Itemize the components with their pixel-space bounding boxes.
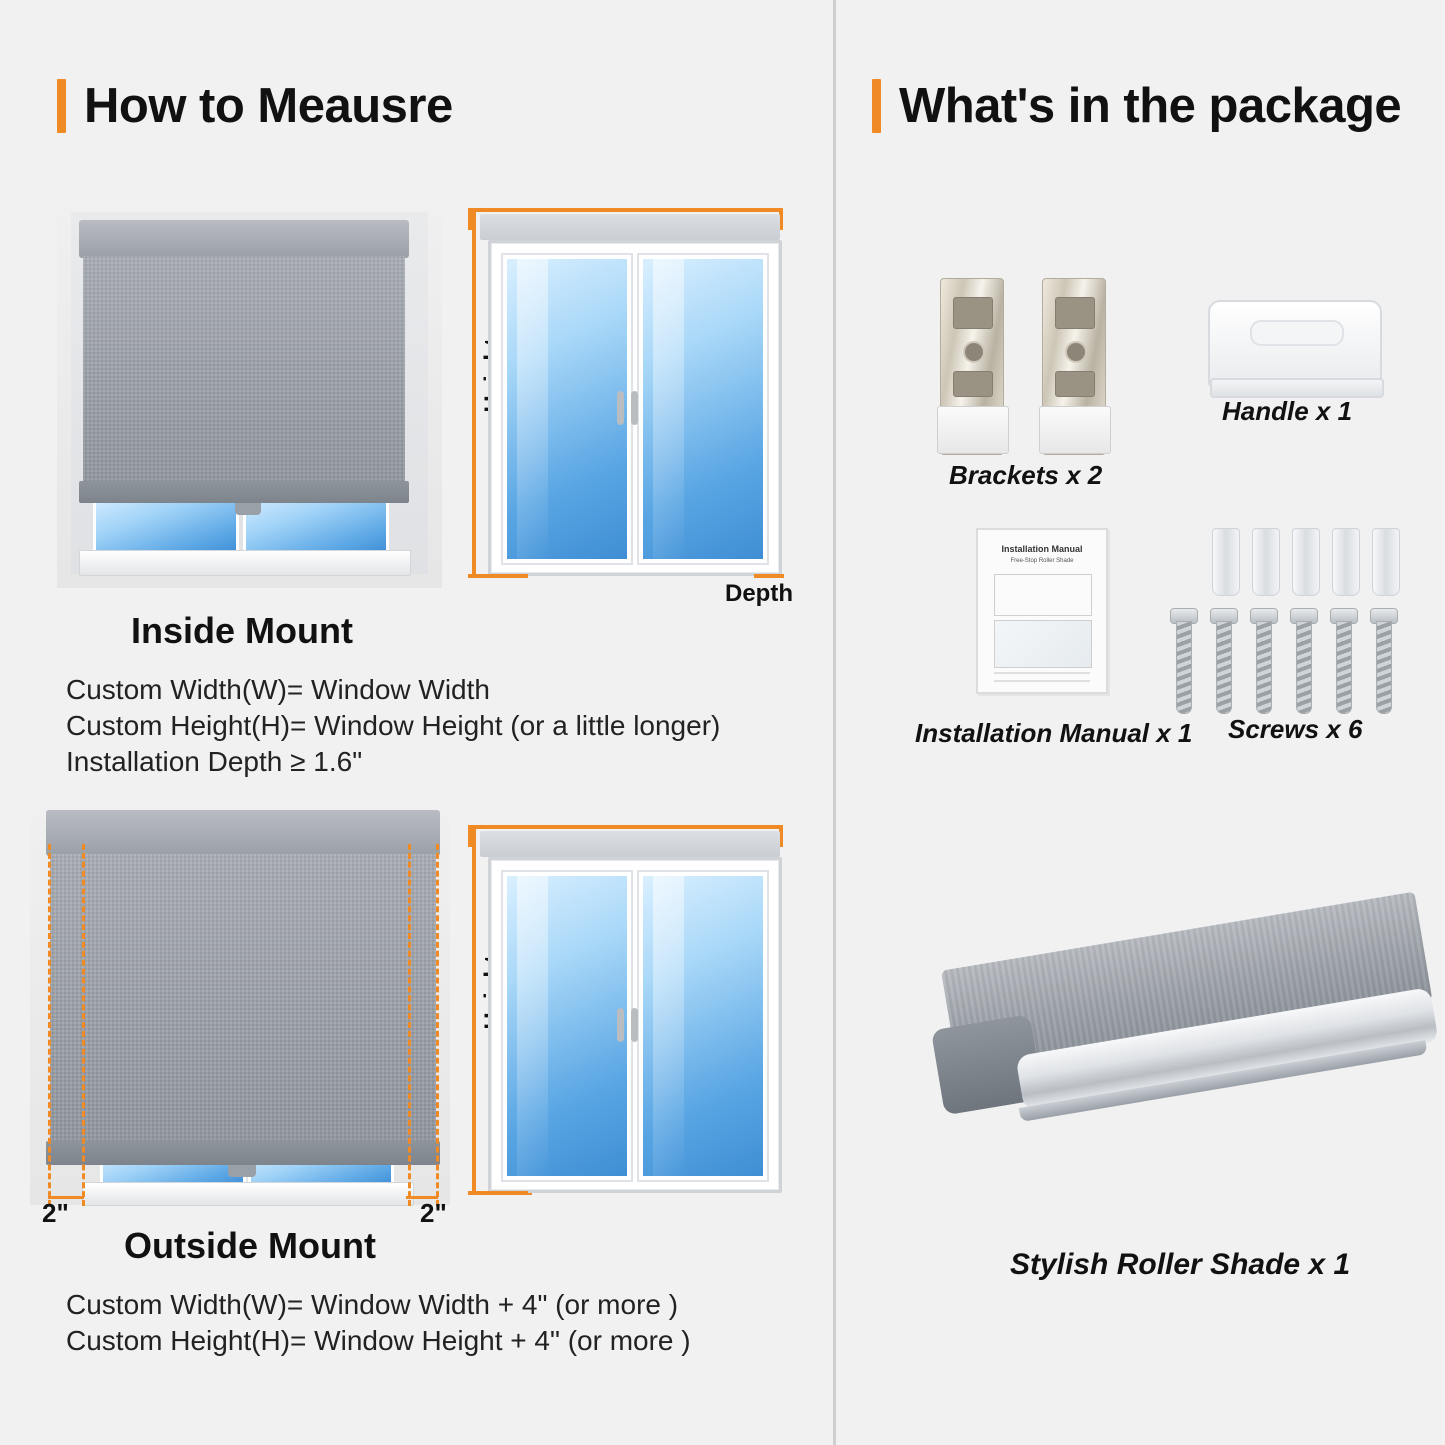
window-pane-left (503, 255, 631, 563)
bracket-base-b (1039, 406, 1111, 454)
wall-anchor-1 (1212, 528, 1240, 596)
window-glass-left (93, 498, 239, 556)
roller-shade-label: Stylish Roller Shade x 1 (1010, 1248, 1351, 1281)
handle-foot (1210, 378, 1384, 398)
outside-mount-shade-illustration (30, 800, 450, 1205)
left-margin-label: 2" (42, 1198, 69, 1228)
width-measure-line (468, 208, 783, 212)
outside-spec-2: Custom Height(H)= Window Height + 4" (or more ) (66, 1325, 691, 1356)
bracket-item-2 (1042, 278, 1106, 455)
shade-valance-2 (46, 810, 440, 856)
bracket-slot-2 (953, 371, 993, 397)
wall-anchor-5 (1332, 528, 1360, 596)
inside-spec-1: Custom Width(W)= Window Width (66, 674, 490, 705)
inside-mount-caption: Inside Mount (131, 610, 353, 651)
wall-anchor-2 (1252, 528, 1280, 596)
bracket-item-1 (940, 278, 1004, 455)
left-panel-heading (57, 78, 453, 134)
depth-measure-line (754, 574, 784, 578)
screw-5 (1374, 608, 1392, 712)
window-glass-right (243, 498, 389, 556)
manual-figure-box-2 (994, 620, 1092, 668)
accent-bar-2 (872, 79, 881, 133)
bracket-base (937, 406, 1009, 454)
window-handle-left-2 (617, 1008, 624, 1042)
right-frame-dash (408, 844, 411, 1206)
shade-fabric (83, 256, 405, 484)
window-pane-left-2 (503, 872, 631, 1180)
screw-1 (1214, 608, 1232, 712)
manual-label: Installation Manual x 1 (915, 718, 1193, 748)
bracket-hole-b (1065, 341, 1087, 363)
window-header-board (480, 214, 780, 240)
screws-label: Screws x 6 (1228, 714, 1363, 744)
panel-divider (833, 0, 836, 1445)
screw-shaft (1256, 621, 1272, 714)
wall-anchor-4 (1292, 528, 1320, 596)
screw-4 (1334, 608, 1352, 712)
wall-anchor-6 (1372, 528, 1400, 596)
outside-mount-caption: Outside Mount (124, 1225, 376, 1266)
accent-bar (57, 79, 66, 133)
inside-spec-2: Custom Height(H)= Window Height (or a little longer) (66, 710, 721, 741)
bottom-measure-line (468, 574, 528, 578)
manual-line-1 (994, 672, 1090, 674)
manual-line-2 (994, 680, 1090, 682)
bottom-measure-line-2 (468, 1191, 528, 1195)
bracket-slot-b (1055, 297, 1095, 329)
shade-handle-2 (228, 1165, 256, 1177)
manual-subtitle: Free-Stop Roller Shade (1010, 558, 1074, 564)
outside-spec-1: Custom Width(W)= Window Width + 4" (or more ) (66, 1289, 679, 1320)
screw-shaft (1336, 621, 1352, 714)
outside-mount-measure-diagram (458, 815, 803, 1215)
window-header-board-2 (480, 831, 780, 857)
bracket-hole (963, 341, 985, 363)
window-frame (488, 240, 782, 576)
right-overhang-dash (436, 844, 439, 1206)
manual-title: Installation Manual (1001, 544, 1083, 554)
window-handle-right (631, 391, 638, 425)
shade-valance (79, 220, 409, 258)
heading-text: How to Meausre (84, 79, 453, 133)
screw-shaft (1216, 621, 1232, 714)
handle-label: Handle x 1 (1222, 396, 1353, 426)
window-pane-right (639, 255, 767, 563)
roller-shade-product (930, 880, 1430, 1180)
screw-shaft (1376, 621, 1392, 714)
brackets-label: Brackets x 2 (949, 460, 1103, 490)
inside-mount-measure-diagram (458, 198, 803, 607)
shade-bottom-rail-2 (46, 1141, 440, 1165)
shade-bottom-rail (79, 481, 409, 503)
window-handle-left (617, 391, 624, 425)
right-panel-heading (872, 78, 1401, 134)
screw-3 (1294, 608, 1312, 712)
window-handle-right-2 (631, 1008, 638, 1042)
handle-item (1208, 300, 1382, 388)
left-frame-dash (82, 844, 85, 1206)
height-measure-line-2 (472, 829, 476, 1195)
installation-manual-item (976, 528, 1108, 694)
window-frame-2 (488, 857, 782, 1193)
depth-label: Depth (725, 580, 793, 607)
shade-handle (235, 503, 261, 515)
manual-figure-box (994, 574, 1092, 616)
width-measure-line-2 (468, 825, 783, 829)
bracket-slot-b2 (1055, 371, 1095, 397)
heading-text-2: What's in the package (899, 79, 1402, 133)
screw-6 (1174, 608, 1192, 712)
inside-spec-3: Installation Depth ≥ 1.6" (66, 746, 363, 777)
bracket-slot (953, 297, 993, 329)
left-overhang-dash (48, 844, 51, 1206)
screw-2 (1254, 608, 1272, 712)
screw-shaft (1176, 621, 1192, 714)
screw-shaft (1296, 621, 1312, 714)
shade-fabric-2 (50, 854, 436, 1144)
window-pane-right-2 (639, 872, 767, 1180)
window-sill-2 (82, 1182, 414, 1206)
inside-mount-shade-illustration (57, 198, 442, 588)
window-sill (79, 550, 411, 576)
handle-grip (1250, 320, 1344, 346)
height-measure-line (472, 212, 476, 578)
right-margin-label: 2" (420, 1198, 447, 1228)
